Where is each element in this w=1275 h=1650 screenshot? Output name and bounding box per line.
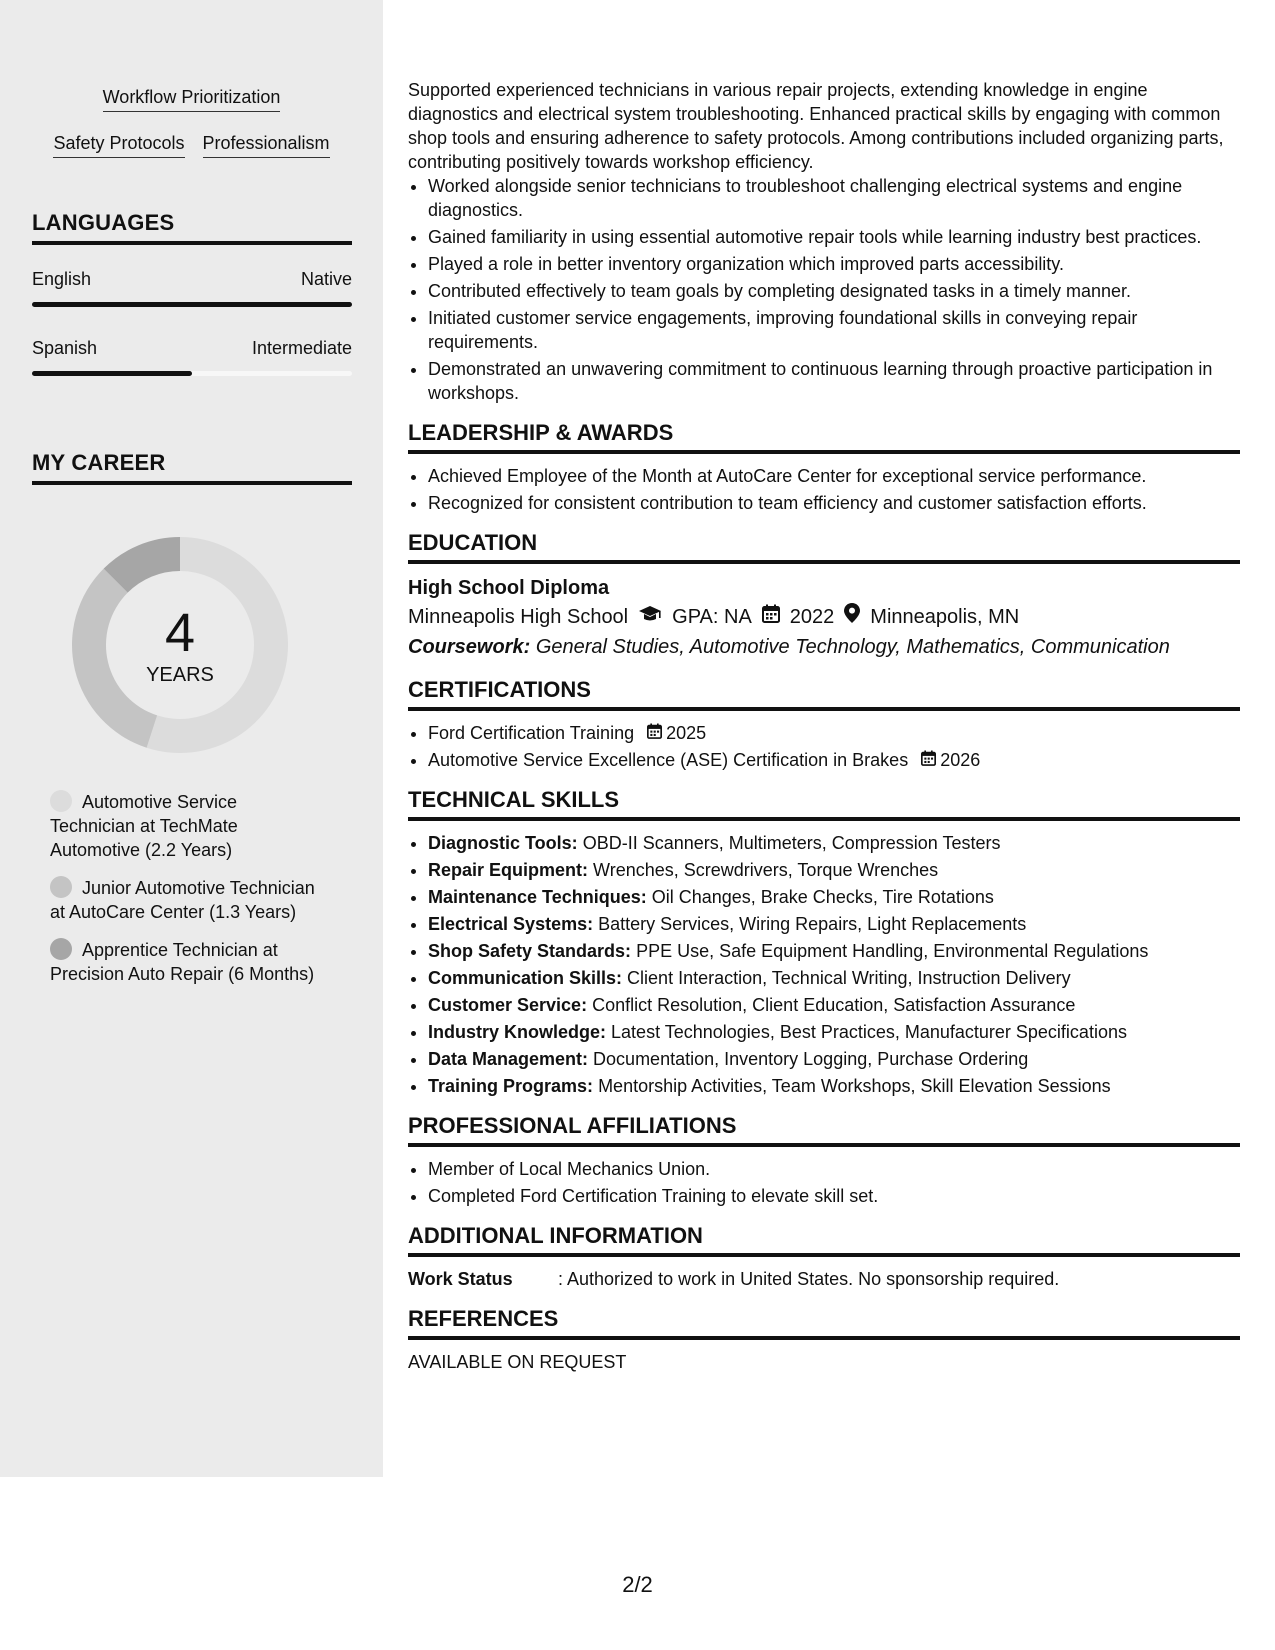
skill-item <box>428 831 1240 855</box>
language-name: Spanish <box>32 338 98 358</box>
skill-value: OBD-II Scanners, Multimeters, Compression Testers <box>582 833 1001 853</box>
leadership-item: • Achieved Employee of the Month at AutoCare Center for exceptional service performance. <box>428 464 1240 488</box>
language-name: English <box>32 269 92 289</box>
references-heading: REFERENCES <box>408 1305 1240 1340</box>
skill-value: PPE Use, Safe Equipment Handling, Environmental Regulations <box>636 941 1149 961</box>
career-years-value: 4 <box>164 603 196 663</box>
skill-item <box>428 1020 1240 1044</box>
legend-dot <box>50 876 72 898</box>
page-number: 2/2 <box>622 1572 653 1597</box>
career-donut-chart <box>66 531 294 759</box>
education-details <box>408 602 1240 632</box>
skill-value: Client Interaction, Technical Writing, Instruction Delivery <box>627 968 1071 988</box>
skill-label: Diagnostic Tools: <box>428 833 578 853</box>
experience-bullet: • Worked alongside senior technicians to troubleshoot challenging electrical systems and engine diagnostics. <box>428 174 1240 222</box>
affiliation-item: • Completed Ford Certification Training to elevate skill set. <box>428 1184 1240 1208</box>
certification-year: 2026 <box>940 750 981 770</box>
certifications-list <box>408 721 1240 772</box>
language-bar <box>32 302 352 307</box>
language-spanish <box>32 337 352 376</box>
calendar-icon <box>647 721 662 745</box>
language-bar-fill <box>32 371 192 376</box>
skill-item <box>428 1074 1240 1098</box>
certification-item <box>428 748 1240 772</box>
skill-tag: Safety Protocols <box>53 132 184 158</box>
education-gpa: GPA: NA <box>672 606 752 628</box>
skill-value: Wrenches, Screwdrivers, Torque Wrenches <box>593 860 939 880</box>
education-heading: EDUCATION <box>408 529 1240 564</box>
calendar-icon <box>921 748 936 772</box>
education-degree: High School Diploma <box>408 577 610 599</box>
language-bar <box>32 371 352 376</box>
skill-value: Battery Services, Wiring Repairs, Light Replacements <box>598 914 1027 934</box>
skill-item <box>428 993 1240 1017</box>
skill-label: Communication Skills: <box>428 968 623 988</box>
graduation-cap-icon <box>638 602 662 632</box>
career-legend-item <box>50 938 320 986</box>
skill-label: Customer Service: <box>428 995 588 1015</box>
experience-bullet: • Played a role in better inventory organization which improved parts accessibility. <box>428 252 1240 276</box>
language-level: Native <box>300 269 352 289</box>
skill-tag: Professionalism <box>203 132 330 158</box>
experience-bullet: • Gained familiarity in using essential automotive repair tools while learning industry best practices. <box>428 225 1240 249</box>
experience-bullet: • Contributed effectively to team goals by completing designated tasks in a timely manner. <box>428 279 1240 303</box>
career-legend-label: Automotive Service Technician at TechMate Automotive (2.2 Years) <box>50 792 238 860</box>
experience-summary: Supported experienced technicians in various repair projects, extending knowledge in engine diagnostics and electrical system troubleshooting. Enhanced practical skills by engaging with common shop tools and ensuring adherence to safety protocols. Among contributions included organizing parts, contributing positively towards workshop efficiency. <box>408 80 1224 172</box>
main-content <box>408 78 1240 1374</box>
skill-item <box>428 885 1240 909</box>
leadership-heading: LEADERSHIP & AWARDS <box>408 419 1240 454</box>
language-level: Intermediate <box>251 338 352 358</box>
coursework-value: General Studies, Automotive Technology, Mathematics, Communication <box>535 636 1170 658</box>
certifications-heading: CERTIFICATIONS <box>408 676 1240 711</box>
language-english <box>32 268 352 307</box>
skill-item <box>428 912 1240 936</box>
certification-name: Ford Certification Training <box>428 723 635 743</box>
affiliations-list <box>408 1157 1240 1208</box>
skill-item <box>428 1047 1240 1071</box>
career-legend-label: Junior Automotive Technician at AutoCare Center (1.3 Years) <box>50 878 315 922</box>
skill-label: Training Programs: <box>428 1076 594 1096</box>
experience-bullet: • Initiated customer service engagements, improving foundational skills in conveying repair requirements. <box>428 306 1240 354</box>
certification-year: 2025 <box>666 723 707 743</box>
career-legend-label: Apprentice Technician at Precision Auto Repair (6 Months) <box>50 940 315 984</box>
skill-label: Electrical Systems: <box>428 914 594 934</box>
education-year: 2022 <box>789 606 835 628</box>
technical-skills-heading: TECHNICAL SKILLS <box>408 786 1240 821</box>
legend-dot <box>50 938 72 960</box>
education-coursework <box>408 632 1240 662</box>
skill-value: Latest Technologies, Best Practices, Manufacturer Specifications <box>611 1022 1127 1042</box>
language-bar-fill <box>32 302 352 307</box>
skill-label: Industry Knowledge: <box>428 1022 607 1042</box>
education-school: Minneapolis High School <box>408 606 629 628</box>
career-heading: MY CAREER <box>32 450 352 485</box>
leadership-list <box>408 464 1240 515</box>
leadership-item: • Recognized for consistent contribution to team efficiency and customer satisfaction efforts. <box>428 491 1240 515</box>
skill-label: Shop Safety Standards: <box>428 941 632 961</box>
skill-value: Oil Changes, Brake Checks, Tire Rotations <box>651 887 994 907</box>
coursework-label: Coursework: <box>408 636 531 658</box>
references-text: AVAILABLE ON REQUEST <box>408 1352 627 1372</box>
skill-item <box>428 858 1240 882</box>
affiliation-item: • Member of Local Mechanics Union. <box>428 1157 1240 1181</box>
legend-dot <box>50 790 72 812</box>
skill-label: Maintenance Techniques: <box>428 887 647 907</box>
career-legend-item <box>50 790 320 862</box>
career-legend <box>50 790 320 1000</box>
skill-label: Repair Equipment: <box>428 860 589 880</box>
languages-heading: LANGUAGES <box>32 210 352 245</box>
experience-bullets <box>408 174 1240 405</box>
career-legend-item <box>50 876 320 924</box>
experience-bullet: • Demonstrated an unwavering commitment to continuous learning through proactive participation in workshops. <box>428 357 1240 405</box>
work-status-row <box>408 1267 1240 1291</box>
skill-value: Documentation, Inventory Logging, Purchase Ordering <box>593 1049 1029 1069</box>
skill-tags <box>0 86 383 178</box>
skill-item <box>428 966 1240 990</box>
skill-item <box>428 939 1240 963</box>
sidebar <box>0 0 383 1477</box>
certification-name: Automotive Service Excellence (ASE) Certification in Brakes <box>428 750 909 770</box>
skill-value: Mentorship Activities, Team Workshops, Skill Elevation Sessions <box>598 1076 1111 1096</box>
certification-item <box>428 721 1240 745</box>
skill-value: Conflict Resolution, Client Education, Satisfaction Assurance <box>592 995 1076 1015</box>
technical-skills-list <box>408 831 1240 1098</box>
calendar-icon <box>762 602 780 632</box>
skill-tag: Workflow Prioritization <box>103 86 281 112</box>
education-location: Minneapolis, MN <box>870 606 1020 628</box>
additional-info-heading: ADDITIONAL INFORMATION <box>408 1222 1240 1257</box>
location-pin-icon <box>844 602 860 632</box>
work-status-value: : Authorized to work in United States. No sponsorship required. <box>558 1269 1060 1289</box>
affiliations-heading: PROFESSIONAL AFFILIATIONS <box>408 1112 1240 1147</box>
skill-label: Data Management: <box>428 1049 589 1069</box>
work-status-label: Work Status <box>408 1269 513 1289</box>
career-years-label: YEARS <box>146 664 214 686</box>
